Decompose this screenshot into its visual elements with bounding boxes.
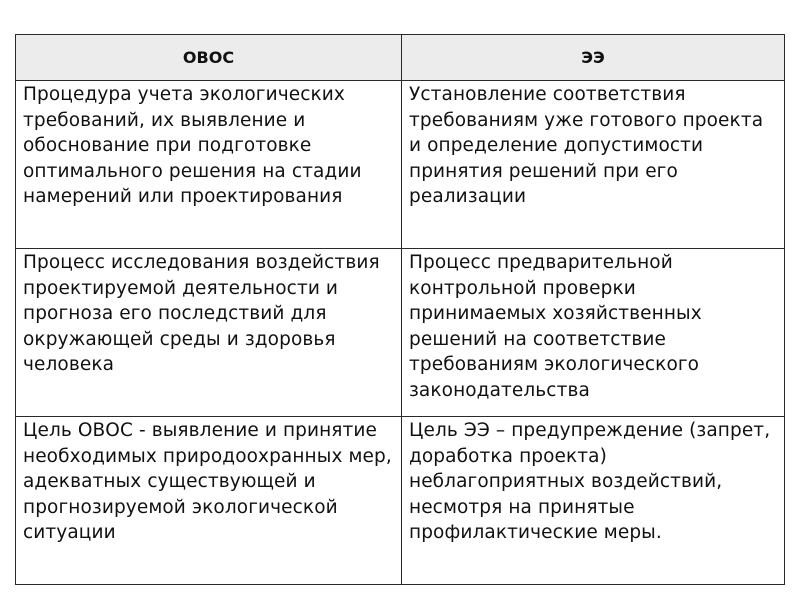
cell-ovos-process — [16, 249, 402, 417]
cell-text: Установление соответствия требованиям уже готового проекта и определение допустимости принятия решений при его реализации — [409, 84, 764, 207]
table-row — [16, 249, 785, 417]
cell-ovos-goal — [16, 417, 402, 585]
cell-text: Процедура учета экологических требований, их выявление и обоснование при подготовке оптимального решения на стадии намерений или проектирования — [23, 84, 362, 207]
cell-ovos-definition — [16, 81, 402, 249]
cell-text: Цель ОВОС - выявление и принятие необходимых природоохранных мер, адекватных существующей и прогнозируемой экологической ситуации — [23, 420, 392, 543]
cell-text: Процесс исследования воздействия проектируемой деятельности и прогноза его последствий для окружающей среды и здоровья человека — [23, 252, 380, 375]
cell-ee-definition — [402, 81, 785, 249]
header-ee: ЭЭ — [402, 35, 785, 81]
cell-ee-goal — [402, 417, 785, 585]
cell-text: Цель ЭЭ – предупреждение (запрет, доработка проекта) неблагоприятных воздействий, несмотря на принятые профилактические меры. — [409, 420, 771, 543]
comparison-table — [15, 34, 785, 585]
table-row — [16, 417, 785, 585]
table-row — [16, 81, 785, 249]
header-ovos: ОВОС — [16, 35, 402, 81]
table-header-row — [16, 35, 785, 81]
cell-text: Процесс предварительной контрольной проверки принимаемых хозяйственных решений на соответствие требованиям экологического законодательства — [409, 252, 702, 401]
cell-ee-process — [402, 249, 785, 417]
